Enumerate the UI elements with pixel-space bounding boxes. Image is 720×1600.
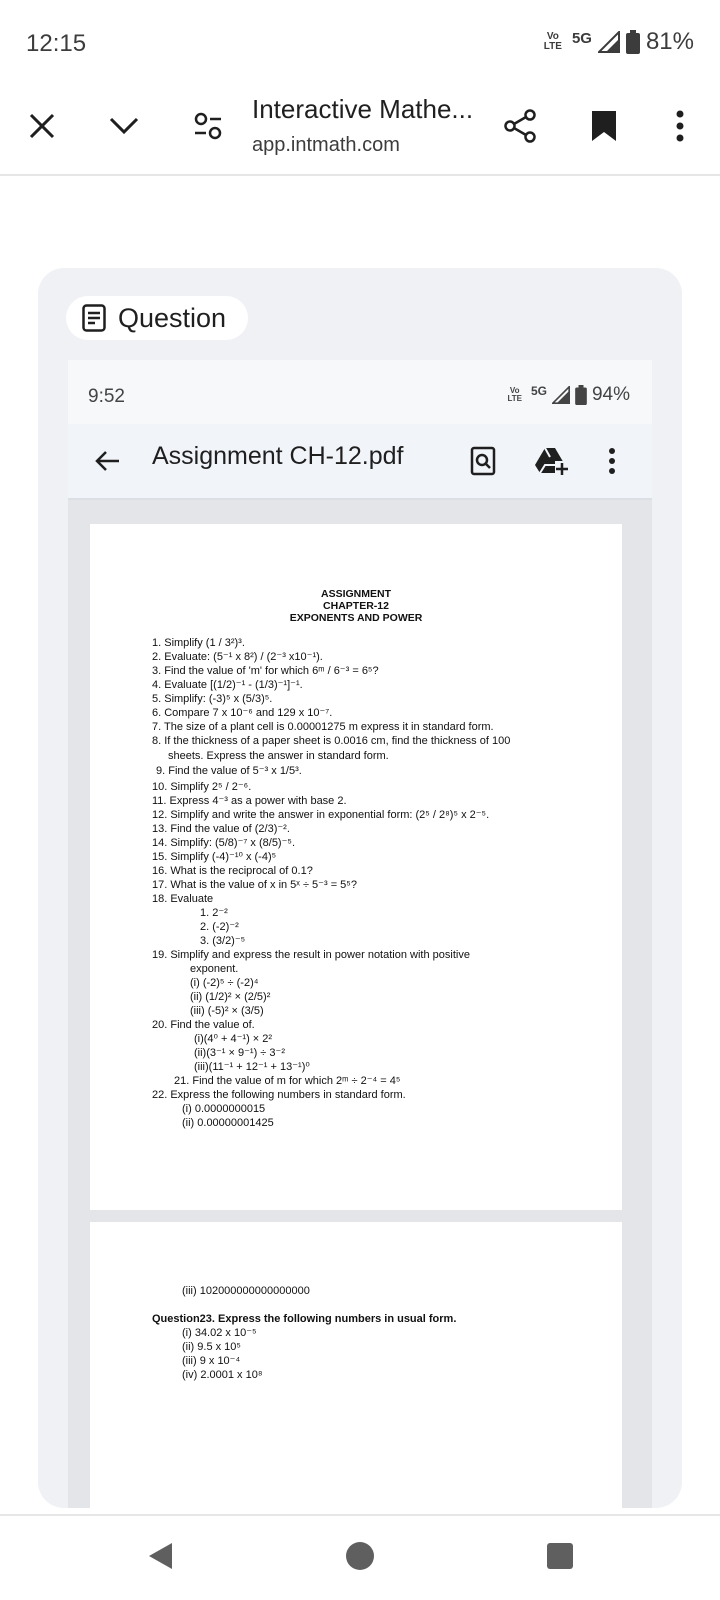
inner-network-type: 5G <box>530 384 547 398</box>
question-line: (iii)(11⁻¹ + 12⁻¹ + 13⁻¹)⁰ <box>194 1061 310 1073</box>
inner-battery-percent: 94% <box>591 384 630 405</box>
question-line: (ii) 0.00000001425 <box>182 1117 274 1129</box>
question-line: (ii) 9.5 x 10⁵ <box>182 1341 241 1353</box>
page-url[interactable]: app.intmath.com <box>252 134 400 156</box>
inner-more-icon <box>602 444 622 478</box>
question-line: (ii)(3⁻¹ × 9⁻¹) ÷ 3⁻² <box>194 1047 285 1059</box>
back-arrow-icon <box>90 444 124 478</box>
question-line: 2. (-2)⁻² <box>200 921 239 933</box>
doc-heading-2: CHAPTER-12 <box>323 600 389 612</box>
document-icon <box>82 304 106 332</box>
question-line: 9. Find the value of 5⁻³ x 1/5³. <box>156 765 302 777</box>
status-time: 12:15 <box>26 30 87 57</box>
question-line: 8. If the thickness of a paper sheet is 0.0016 cm, find the thickness of 100 <box>152 735 511 747</box>
status-bar <box>0 0 720 88</box>
question-line: sheets. Express the answer in standard form. <box>168 750 389 762</box>
question-line: 7. The size of a plant cell is 0.00001275 m express it in standard form. <box>152 721 494 733</box>
question-line: Question23. Express the following numbers in usual form. <box>152 1313 457 1325</box>
question-line: exponent. <box>190 963 239 975</box>
question-line: 4. Evaluate [(1/2)⁻¹ - (1/3)⁻¹]⁻¹. <box>152 679 303 691</box>
question-line: 2. Evaluate: (5⁻¹ x 8²) / (2⁻³ x10⁻¹). <box>152 651 323 663</box>
battery-icon <box>626 30 640 54</box>
system-nav-bar <box>0 1514 720 1600</box>
question-line: (iv) 2.0001 x 10⁸ <box>182 1369 263 1381</box>
doc-heading-3: EXPONENTS AND POWER <box>289 612 423 624</box>
custom-tab-toolbar <box>0 88 720 176</box>
inner-status-time: 9:52 <box>88 386 125 407</box>
question-line: 22. Express the following numbers in standard form. <box>152 1089 406 1101</box>
chevron-down-icon[interactable] <box>104 108 144 144</box>
drive-add-icon <box>534 444 570 478</box>
battery-percent: 81% <box>645 28 694 55</box>
question-line: 19. Simplify and express the result in power notation with positive <box>152 949 470 961</box>
inner-doc-title: Assignment CH-12.pdf <box>152 442 404 470</box>
pdf-page-2 <box>90 1222 622 1508</box>
inner-status-bar <box>68 360 652 424</box>
nav-home-icon[interactable] <box>338 1536 382 1576</box>
nav-recents-icon[interactable] <box>540 1536 580 1576</box>
question-line: 18. Evaluate <box>152 893 214 905</box>
share-icon[interactable] <box>500 106 540 146</box>
question-chip-label: Question <box>118 302 227 333</box>
question-line: (i)(4⁰ + 4⁻¹) × 2² <box>194 1033 273 1045</box>
question-line: 13. Find the value of (2/3)⁻². <box>152 823 290 835</box>
status-icons <box>544 28 694 56</box>
question-line: (iii) 9 x 10⁻⁴ <box>182 1355 241 1367</box>
more-options-icon[interactable] <box>662 106 698 146</box>
inner-volte-icon: Vo LTE <box>507 386 522 403</box>
question-line: 1. 2⁻² <box>200 907 228 919</box>
question-line: 10. Simplify 2⁵ / 2⁻⁶. <box>152 781 252 793</box>
inner-signal-icon <box>552 386 570 404</box>
question-line: (iii) (-5)² × (3/5) <box>190 1005 264 1017</box>
page-info-icon[interactable] <box>188 108 228 144</box>
question-line: (i) 34.02 x 10⁻⁵ <box>182 1327 257 1339</box>
question-line: (iii) 102000000000000000 <box>182 1285 310 1297</box>
pdf-viewer <box>68 500 652 1508</box>
question-line: (ii) (1/2)² × (2/5)² <box>190 991 271 1003</box>
question-line: (i) 0.0000000015 <box>182 1103 266 1115</box>
question-line: 3. Find the value of 'm' for which 6ᵐ / 6⁻³ = 6⁵? <box>152 665 379 677</box>
inner-status-icons <box>507 384 630 406</box>
question-line: 21. Find the value of m for which 2ᵐ ÷ 2⁻⁴ = 4⁵ <box>174 1075 401 1087</box>
question-line: 14. Simplify: (5/8)⁻⁷ x (8/5)⁻⁵. <box>152 837 296 849</box>
question-line: 20. Find the value of. <box>152 1019 255 1031</box>
question-line: 1. Simplify (1 / 3²)³. <box>152 637 245 649</box>
bookmark-icon[interactable] <box>584 106 624 146</box>
volte-icon: Vo LTE <box>543 31 562 52</box>
inner-pdf-toolbar <box>68 424 652 500</box>
question-line: (i) (-2)⁵ ÷ (-2)⁴ <box>190 977 259 989</box>
pdf-page-1 <box>90 524 622 1210</box>
question-card <box>38 268 682 1508</box>
question-line: 17. What is the value of x in 5ˣ ÷ 5⁻³ = 5⁵? <box>152 879 357 891</box>
doc-heading-1: ASSIGNMENT <box>320 588 391 600</box>
inner-battery-icon <box>575 385 587 405</box>
page-title: Interactive Mathe... <box>252 94 474 124</box>
question-line: 11. Express 4⁻³ as a power with base 2. <box>152 795 347 807</box>
question-line: 16. What is the reciprocal of 0.1? <box>152 865 313 877</box>
nav-back-icon[interactable] <box>140 1536 180 1576</box>
question-line: 6. Compare 7 x 10⁻⁶ and 129 x 10⁻⁷. <box>152 707 333 719</box>
document-search-icon <box>468 444 498 478</box>
question-line: 12. Simplify and write the answer in exponential form: (2⁵ / 2⁸)⁵ x 2⁻⁵. <box>152 809 490 821</box>
close-icon[interactable] <box>24 108 60 144</box>
signal-icon <box>598 31 620 53</box>
question-line: 5. Simplify: (-3)⁵ x (5/3)⁵. <box>152 693 273 705</box>
question-chip[interactable] <box>66 296 248 340</box>
question-line: 15. Simplify (-4)⁻¹⁰ x (-4)⁵ <box>152 851 277 863</box>
question-line: 3. (3/2)⁻⁵ <box>200 935 246 947</box>
network-type: 5G <box>571 29 592 47</box>
attached-screenshot <box>68 360 652 1508</box>
